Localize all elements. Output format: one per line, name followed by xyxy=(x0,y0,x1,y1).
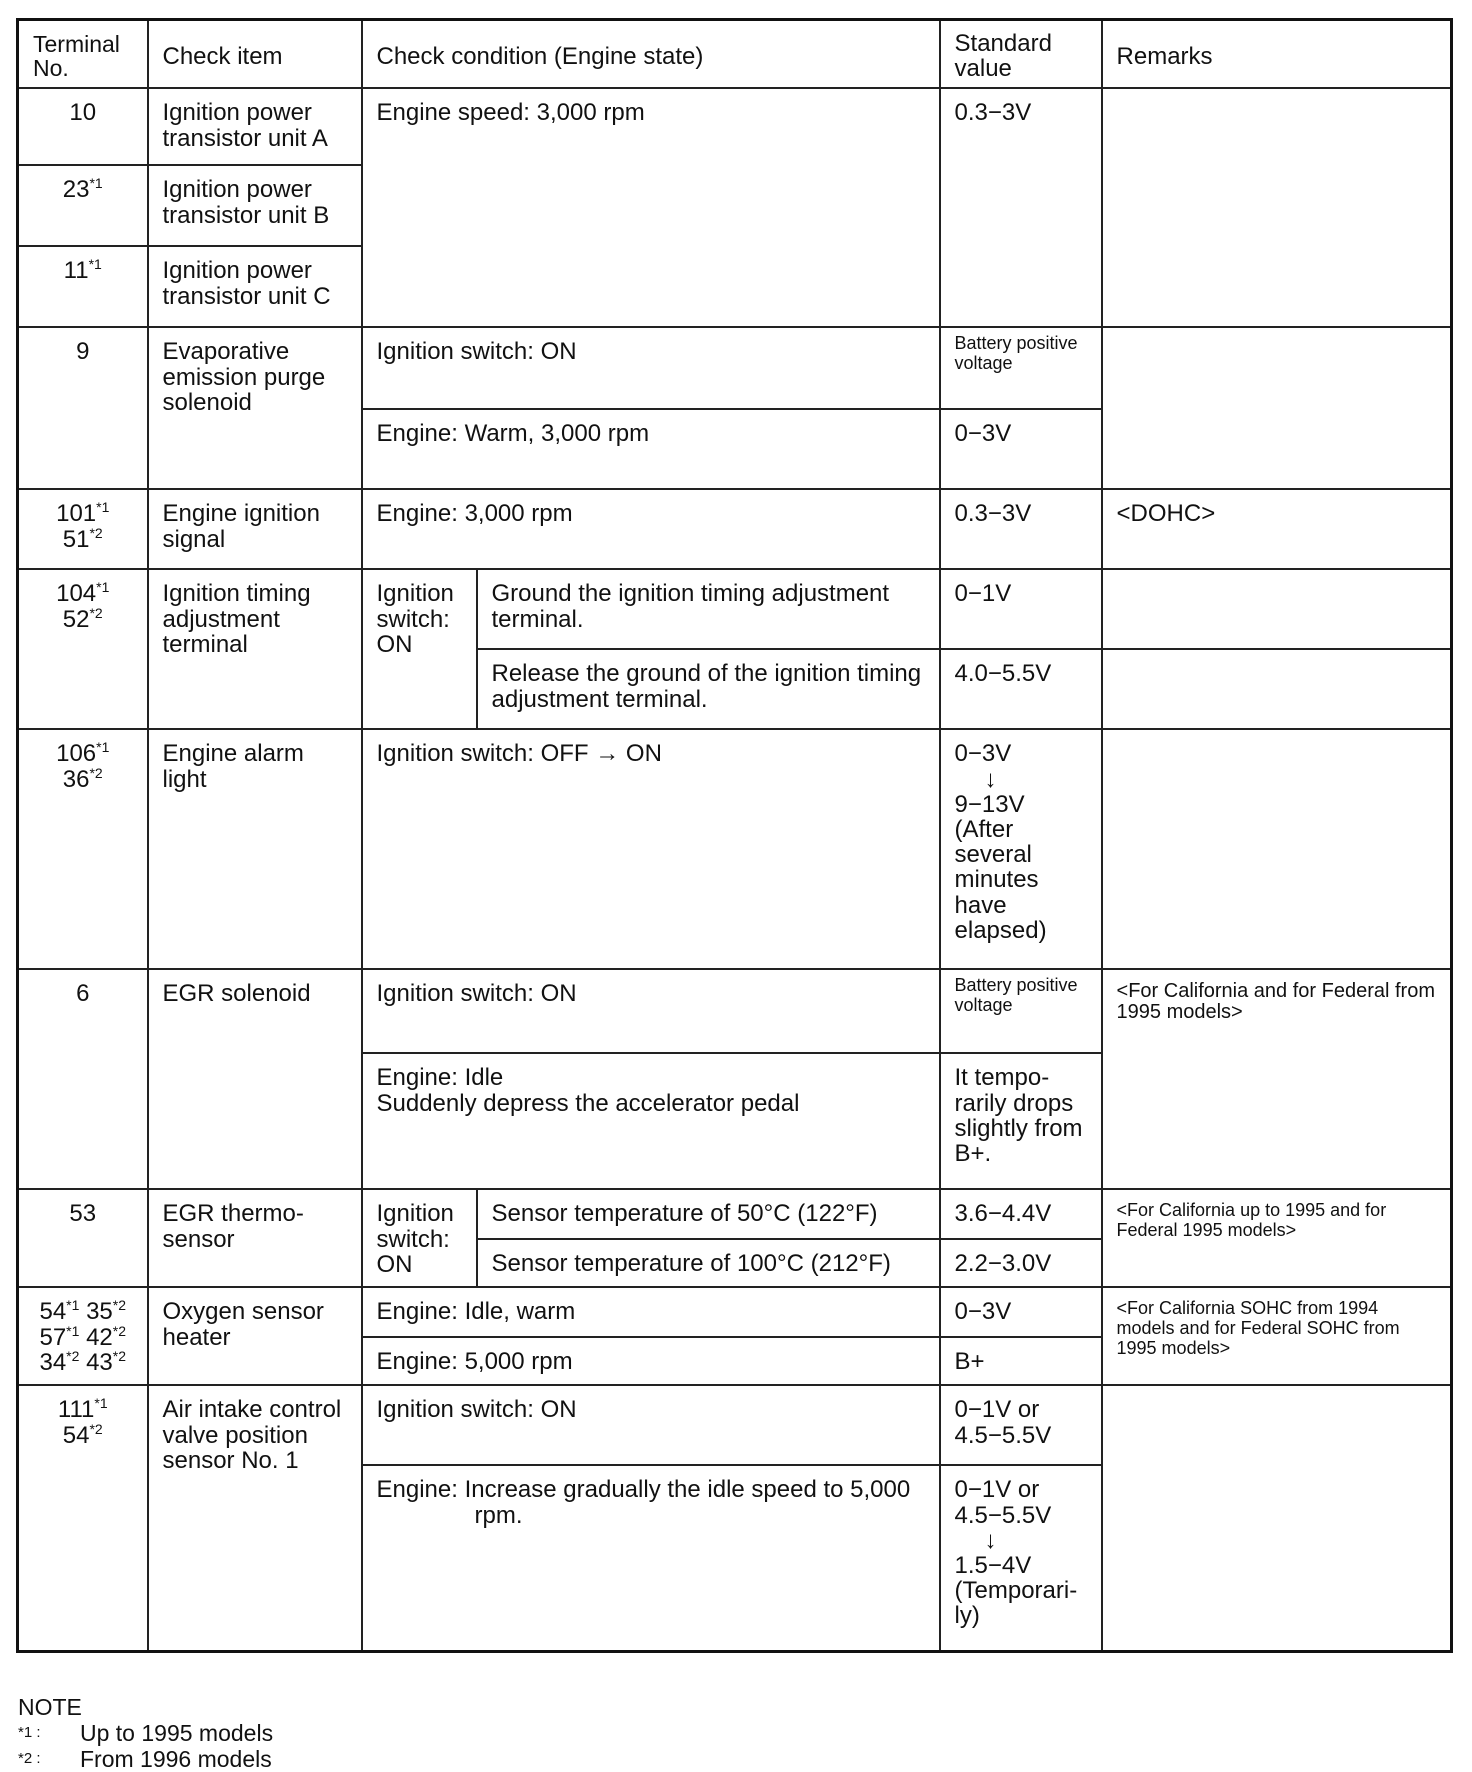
remarks-cell xyxy=(1102,88,1452,327)
check-item-cell: Ignition power transistor unit B xyxy=(148,165,362,246)
condition-cell: Ignition switch: ON xyxy=(362,327,940,409)
terminal-number: 101 xyxy=(56,500,97,528)
terminal-number: 43 xyxy=(86,1348,113,1376)
condition-continuation: rpm. xyxy=(474,1501,523,1529)
footnote-1 xyxy=(18,1720,273,1746)
header-check-item: Check item xyxy=(148,20,362,89)
terminal-check-table xyxy=(16,18,1453,1653)
footnote-mark: *2 : xyxy=(18,1750,41,1767)
footnote-text: From 1996 models xyxy=(80,1746,272,1772)
footnote-mark: *2 xyxy=(89,1420,103,1437)
remarks-cell xyxy=(1102,569,1452,649)
standard-cell: B+ xyxy=(940,1337,1102,1385)
condition-cell: Engine speed: 3,000 rpm xyxy=(362,88,940,327)
check-item-cell: Ignition power transistor unit A xyxy=(148,88,362,165)
down-arrow-icon: ↓ xyxy=(984,1526,997,1554)
condition-cell xyxy=(362,1053,940,1189)
footnote-mark: *2 xyxy=(112,1297,127,1314)
terminal-cell xyxy=(18,569,148,729)
terminal-number: 111 xyxy=(57,1396,95,1424)
condition-cell: Ground the ignition timing adjustment terminal. xyxy=(477,569,940,649)
standard-cell: 0−1V xyxy=(940,569,1102,649)
terminal-cell xyxy=(18,88,148,165)
footnotes xyxy=(18,1694,273,1772)
condition-text: Increase gradually the idle speed to 5,000 xyxy=(464,1476,911,1504)
terminal-number: 35 xyxy=(86,1298,113,1326)
condition-cell: Engine: 5,000 rpm xyxy=(362,1337,940,1385)
header-standard: Standard value xyxy=(940,20,1102,89)
footnote-text: Up to 1995 models xyxy=(80,1720,274,1746)
check-item-cell: Engine alarm light xyxy=(148,729,362,969)
remarks-cell xyxy=(1102,649,1452,729)
check-item-cell: Evaporative emission purge solenoid xyxy=(148,327,362,489)
remarks-cell: <DOHC> xyxy=(1102,489,1452,569)
footnote-mark: *2 xyxy=(66,1347,80,1364)
condition-label: Engine: xyxy=(376,1476,458,1504)
terminal-number: 106 xyxy=(56,740,97,768)
table-row xyxy=(18,489,1452,569)
condition-line xyxy=(377,1477,925,1502)
standard-cell: Battery positive voltage xyxy=(940,327,1102,409)
standard-cell: 0−3V xyxy=(940,1287,1102,1337)
standard-cell xyxy=(940,729,1102,969)
standard-cell: 0.3−3V xyxy=(940,88,1102,327)
condition-cell: Ignition switch: ON xyxy=(362,1385,940,1465)
condition-switch-cell: Ignition switch: ON xyxy=(362,569,477,729)
footnote-mark: *2 xyxy=(112,1347,127,1364)
footnote-mark: *2 xyxy=(89,604,103,621)
condition-cell: Sensor temperature of 100°C (212°F) xyxy=(477,1239,940,1287)
check-item-cell: Ignition power transistor unit C xyxy=(148,246,362,327)
remarks-cell: <For California SOHC from 1994 models and for Federal SOHC from 1995 models> xyxy=(1102,1287,1452,1385)
footnote-mark: *1 xyxy=(94,1395,108,1412)
table-row xyxy=(18,88,1452,165)
standard-value: 9−13V xyxy=(954,790,1025,818)
table-row xyxy=(18,1385,1452,1465)
remarks-cell xyxy=(1102,327,1452,489)
terminal-number: 51 xyxy=(62,525,90,553)
footnote-mark: *1 xyxy=(66,1297,80,1314)
remarks-cell: <For California up to 1995 and for Federal 1995 models> xyxy=(1102,1189,1452,1287)
terminal-number: 34 xyxy=(39,1348,67,1376)
terminal-cell xyxy=(18,1385,148,1651)
table-row xyxy=(18,1189,1452,1239)
terminal-number: 54 xyxy=(62,1421,90,1449)
footnote-mark: *1 : xyxy=(18,1724,41,1741)
condition-cell: Engine: Warm, 3,000 rpm xyxy=(362,409,940,489)
terminal-cell xyxy=(18,1287,148,1385)
condition-line: Engine: Idle xyxy=(376,1064,504,1092)
terminal-number: 57 xyxy=(39,1323,67,1351)
standard-note: (Temporari-ly) xyxy=(954,1577,1078,1630)
check-item-cell: Engine ignition signal xyxy=(148,489,362,569)
terminal-check-table-sheet xyxy=(16,18,1450,1653)
footnote-mark: *1 xyxy=(96,579,110,596)
footnote-mark: *1 xyxy=(89,175,103,192)
remarks-cell: <For California and for Federal from 1995 models> xyxy=(1102,969,1452,1189)
condition-cell: Engine: 3,000 rpm xyxy=(362,489,940,569)
standard-note: (After several minutes have elapsed) xyxy=(954,815,1047,944)
condition-cell: Ignition switch: ON xyxy=(362,969,940,1053)
terminal-number: 23 xyxy=(62,176,90,204)
terminal-cell xyxy=(18,246,148,327)
footnote-mark: *2 xyxy=(89,764,103,781)
remarks-cell xyxy=(1102,729,1452,969)
table-row xyxy=(18,327,1452,409)
terminal-number: 11 xyxy=(63,257,89,285)
standard-cell: Battery positive voltage xyxy=(940,969,1102,1053)
standard-cell: 0−1V or 4.5−5.5V xyxy=(940,1385,1102,1465)
standard-value: 0−3V xyxy=(954,740,1012,768)
terminal-cell: 6 xyxy=(18,969,148,1189)
footnote-mark: *1 xyxy=(96,499,110,516)
table-header-row xyxy=(18,20,1452,89)
terminal-cell: 53 xyxy=(18,1189,148,1287)
standard-cell: It tempo-rarily drops slightly from B+. xyxy=(940,1053,1102,1189)
terminal-number: 104 xyxy=(56,580,97,608)
standard-cell xyxy=(940,1465,1102,1651)
footnote-mark: *2 xyxy=(89,524,103,541)
condition-cell: Sensor temperature of 50°C (122°F) xyxy=(477,1189,940,1239)
terminal-number: 54 xyxy=(39,1298,67,1326)
condition-cell: Release the ground of the ignition timing adjustment terminal. xyxy=(477,649,940,729)
footnote-mark: *2 xyxy=(112,1322,127,1339)
condition-cell: Engine: Idle, warm xyxy=(362,1287,940,1337)
footnote-mark: *1 xyxy=(66,1322,80,1339)
footnote-2 xyxy=(18,1746,273,1772)
terminal-number: 10 xyxy=(69,99,97,127)
check-item-cell: Air intake control valve position sensor No. 1 xyxy=(148,1385,362,1651)
terminal-cell xyxy=(18,165,148,246)
terminal-cell xyxy=(18,489,148,569)
standard-cell: 4.0−5.5V xyxy=(940,649,1102,729)
terminal-cell: 9 xyxy=(18,327,148,489)
table-row xyxy=(18,969,1452,1053)
table-row xyxy=(18,729,1452,969)
terminal-number: 36 xyxy=(62,765,90,793)
header-remarks: Remarks xyxy=(1102,20,1452,89)
condition-switch-cell: Ignition switch: ON xyxy=(362,1189,477,1287)
down-arrow-icon: ↓ xyxy=(984,765,997,793)
header-terminal: Terminal No. xyxy=(18,20,148,89)
standard-value: 1.5−4V xyxy=(954,1551,1032,1579)
standard-cell: 0−3V xyxy=(940,409,1102,489)
check-item-cell: Ignition timing adjustment terminal xyxy=(148,569,362,729)
standard-cell: 0.3−3V xyxy=(940,489,1102,569)
terminal-number: 52 xyxy=(62,605,90,633)
condition-cell: Ignition switch: OFF → ON xyxy=(362,729,940,969)
footnote-mark: *1 xyxy=(96,739,110,756)
check-item-cell: Oxygen sensor heater xyxy=(148,1287,362,1385)
table-row xyxy=(18,1287,1452,1337)
check-item-cell: EGR thermo-sensor xyxy=(148,1189,362,1287)
remarks-cell xyxy=(1102,1385,1452,1651)
check-item-cell: EGR solenoid xyxy=(148,969,362,1189)
footnote-mark: *1 xyxy=(88,256,102,273)
note-title: NOTE xyxy=(18,1694,82,1720)
condition-cell xyxy=(362,1465,940,1651)
condition-line: Suddenly depress the accelerator pedal xyxy=(376,1089,800,1117)
terminal-cell xyxy=(18,729,148,969)
standard-value: 0−1V or 4.5−5.5V xyxy=(954,1476,1052,1529)
table-row xyxy=(18,569,1452,649)
standard-cell: 3.6−4.4V xyxy=(940,1189,1102,1239)
standard-cell: 2.2−3.0V xyxy=(940,1239,1102,1287)
terminal-number: 42 xyxy=(86,1323,113,1351)
header-condition: Check condition (Engine state) xyxy=(362,20,940,89)
